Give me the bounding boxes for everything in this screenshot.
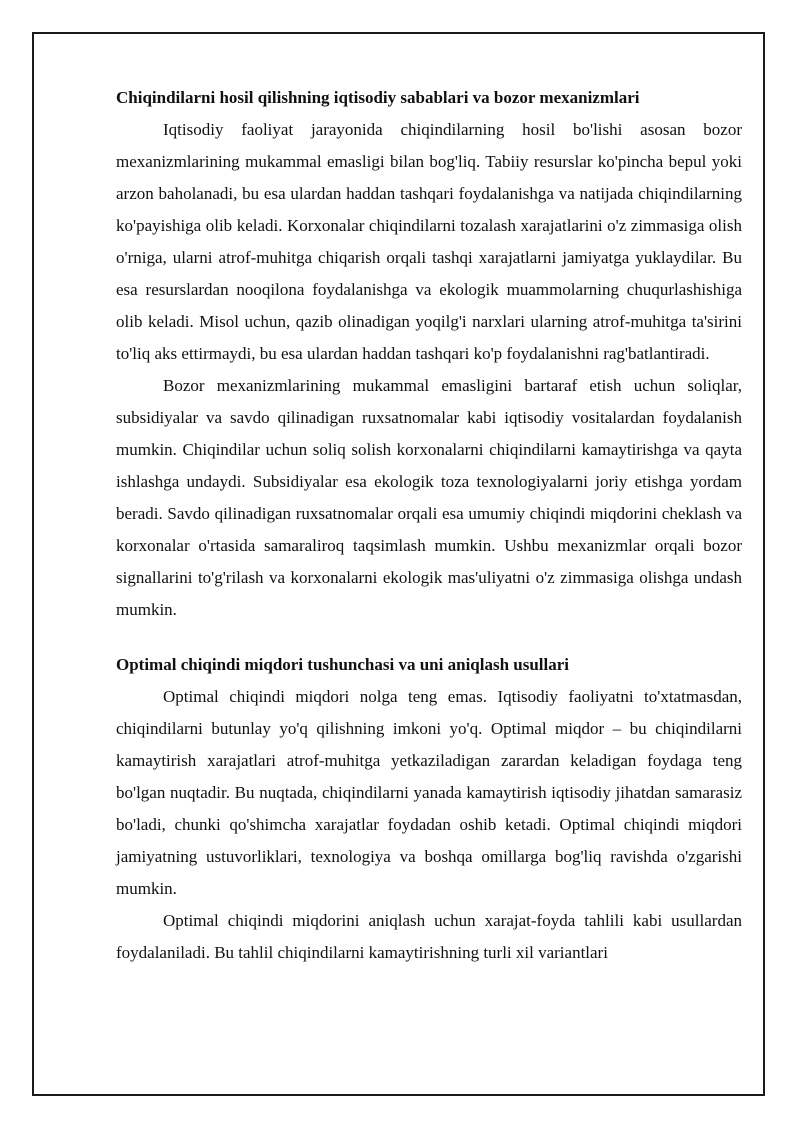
paragraph: Optimal chiqindi miqdori nolga teng emas. Iqtisodiy faoliyatni to'xtatmasdan, chiqindilarni butunlay yo'q qilishning imkoni yo'q. Optimal miqdor – bu chiqindilarni kamaytirish xarajatlari atrof-muhitga yetkaziladigan zarardan keladigan foydaga teng bo'lgan nuqtadir. Bu nuqtada, chiqindilarni yanada kamaytirish iqtisodiy jihatdan samarasiz bo'ladi, chunki qo'shimcha xarajatlar foydadan oshib ketadi. Optimal chiqindi miqdori jamiyatning ustuvorliklari, texnologiya va boshqa omillarga bog'liq ravishda o'zgarishi mumkin. xyxy=(116,687,742,898)
document-body xyxy=(116,82,742,969)
section-heading-optimal-waste: Optimal chiqindi miqdori tushunchasi va uni aniqlash usullari xyxy=(116,655,570,674)
paragraph: Optimal chiqindi miqdorini aniqlash uchun xarajat-foyda tahlili kabi usullardan foydalaniladi. Bu tahlil chiqindilarni kamaytirishning turli xil variantlari xyxy=(116,911,742,962)
section-heading-economic-causes: Chiqindilarni hosil qilishning iqtisodiy sabablari va bozor mexanizmlari xyxy=(116,88,640,107)
paragraph: Bozor mexanizmlarining mukammal emasligini bartaraf etish uchun soliqlar, subsidiyalar va savdo qilinadigan ruxsatnomalar kabi iqtisodiy vositalardan foydalanish mumkin. Chiqindilar uchun soliq solish korxonalarni chiqindilarni kamaytirishga va qayta ishlashga undaydi. Subsidiyalar esa ekologik toza texnologiyalarni joriy etishga yordam beradi. Savdo qilinadigan ruxsatnomalar orqali esa umumiy chiqindi miqdorini cheklash va korxonalar o'rtasida samaraliroq taqsimlash mumkin. Ushbu mexanizmlar orqali bozor signallarini to'g'rilash va korxonalarni ekologik mas'uliyatni o'z zimmasiga olishga undash mumkin. xyxy=(116,376,742,619)
paragraph: Iqtisodiy faoliyat jarayonida chiqindilarning hosil bo'lishi asosan bozor mexanizmlarining mukammal emasligi bilan bog'liq. Tabiiy resurslar ko'pincha bepul yoki arzon baholanadi, bu esa ulardan haddan tashqari foydalanishga va natijada chiqindilarning ko'payishiga olib keladi. Korxonalar chiqindilarni tozalash xarajatlarini o'z zimmasiga olish o'rniga, ularni atrof-muhitga chiqarish orqali tashqi xarajatlarni jamiyatga yuklaydilar. Bu esa resurslardan nooqilona foydalanishga va ekologik muammolarning chuqurlashishiga olib keladi. Misol uchun, qazib olinadigan yoqilg'i narxlari ularning atrof-muhitga ta'sirini to'liq aks ettirmaydi, bu esa ulardan haddan tashqari ko'p foydalanishni rag'batlantiradi. xyxy=(116,120,742,363)
